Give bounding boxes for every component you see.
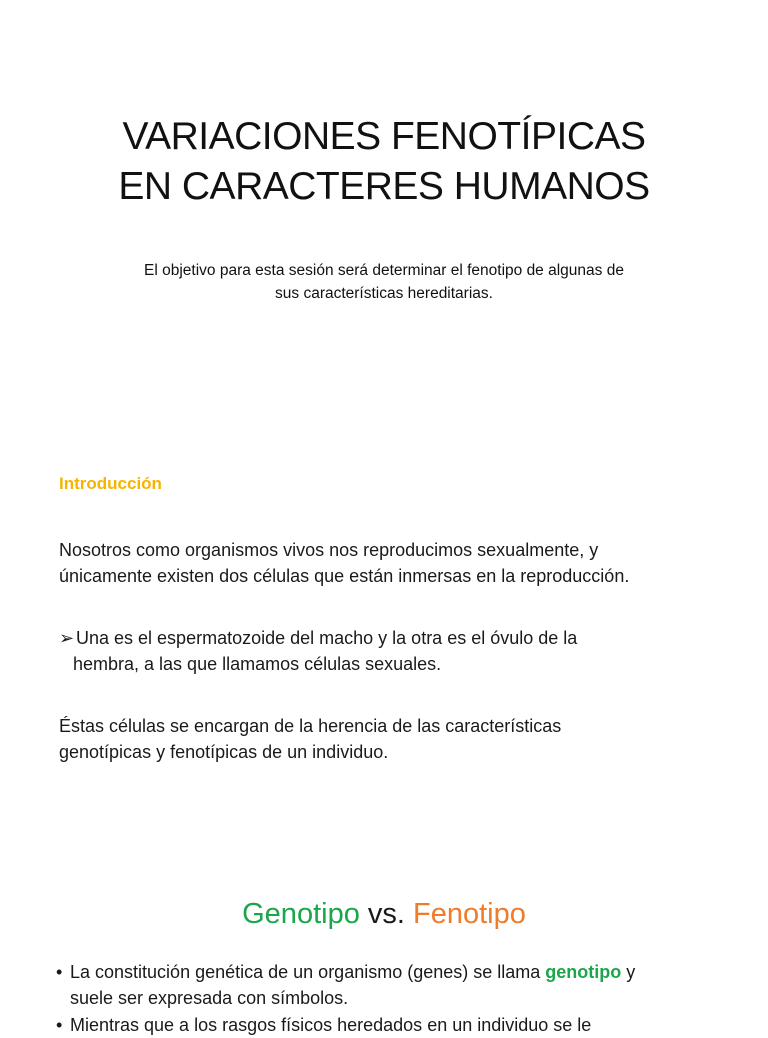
intro-paragraph: [59, 537, 739, 589]
intro-heading: Introducción: [59, 474, 162, 493]
dot-bullet-1-text-before: La constitución genética de un organismo (genes) se llama: [70, 962, 546, 982]
arrow-bullet-line-2: hembra, a las que llamamos células sexuales.: [73, 654, 442, 674]
intro-paragraph-line-1: Nosotros como organismos vivos nos reproducimos sexualmente, y: [59, 540, 599, 560]
dot-bullet-1-line-1: [56, 959, 756, 985]
closing-paragraph-line-1: Éstas células se encargan de la herencia de las características: [59, 716, 562, 736]
intro-paragraph-line-2: únicamente existen dos células que están inmersas en la reproducción.: [59, 566, 630, 586]
arrow-bullet-icon: ➢: [59, 628, 75, 648]
dot-bullet-item-1: [56, 959, 756, 1011]
slide-subtitle: [0, 259, 768, 305]
dot-bullet-icon: •: [56, 962, 63, 982]
genotipo-highlight: genotipo: [545, 962, 622, 982]
genotipo-word: Genotipo: [242, 898, 360, 930]
dot-bullet-1-text-after: y: [621, 962, 636, 982]
arrow-bullet-line-1: Una es el espermatozoide del macho y la otra es el óvulo de la: [76, 628, 578, 648]
title-line-1: VARIACIONES FENOTÍPICAS: [122, 115, 646, 158]
title-line-2: EN CARACTERES HUMANOS: [118, 165, 650, 208]
closing-paragraph-line-2: genotípicas y fenotípicas de un individuo.: [59, 742, 389, 762]
dot-bullet-2-line-1: Mientras que a los rasgos físicos heredados en un individuo se le: [70, 1015, 592, 1035]
slide-title: [0, 112, 768, 212]
closing-paragraph: [59, 713, 739, 765]
fenotipo-word: Fenotipo: [413, 898, 526, 930]
dot-bullet-item-2: [56, 1012, 756, 1038]
dot-bullet-icon: •: [56, 1015, 63, 1035]
comparison-heading: [0, 894, 768, 934]
subtitle-line-2: sus características hereditarias.: [275, 285, 493, 302]
dot-bullet-1-line-2: suele ser expresada con símbolos.: [70, 988, 349, 1008]
arrow-bullet-item: [59, 625, 739, 677]
subtitle-line-1: El objetivo para esta sesión será determinar el fenotipo de algunas de: [144, 262, 624, 279]
vs-word: vs.: [359, 898, 413, 930]
